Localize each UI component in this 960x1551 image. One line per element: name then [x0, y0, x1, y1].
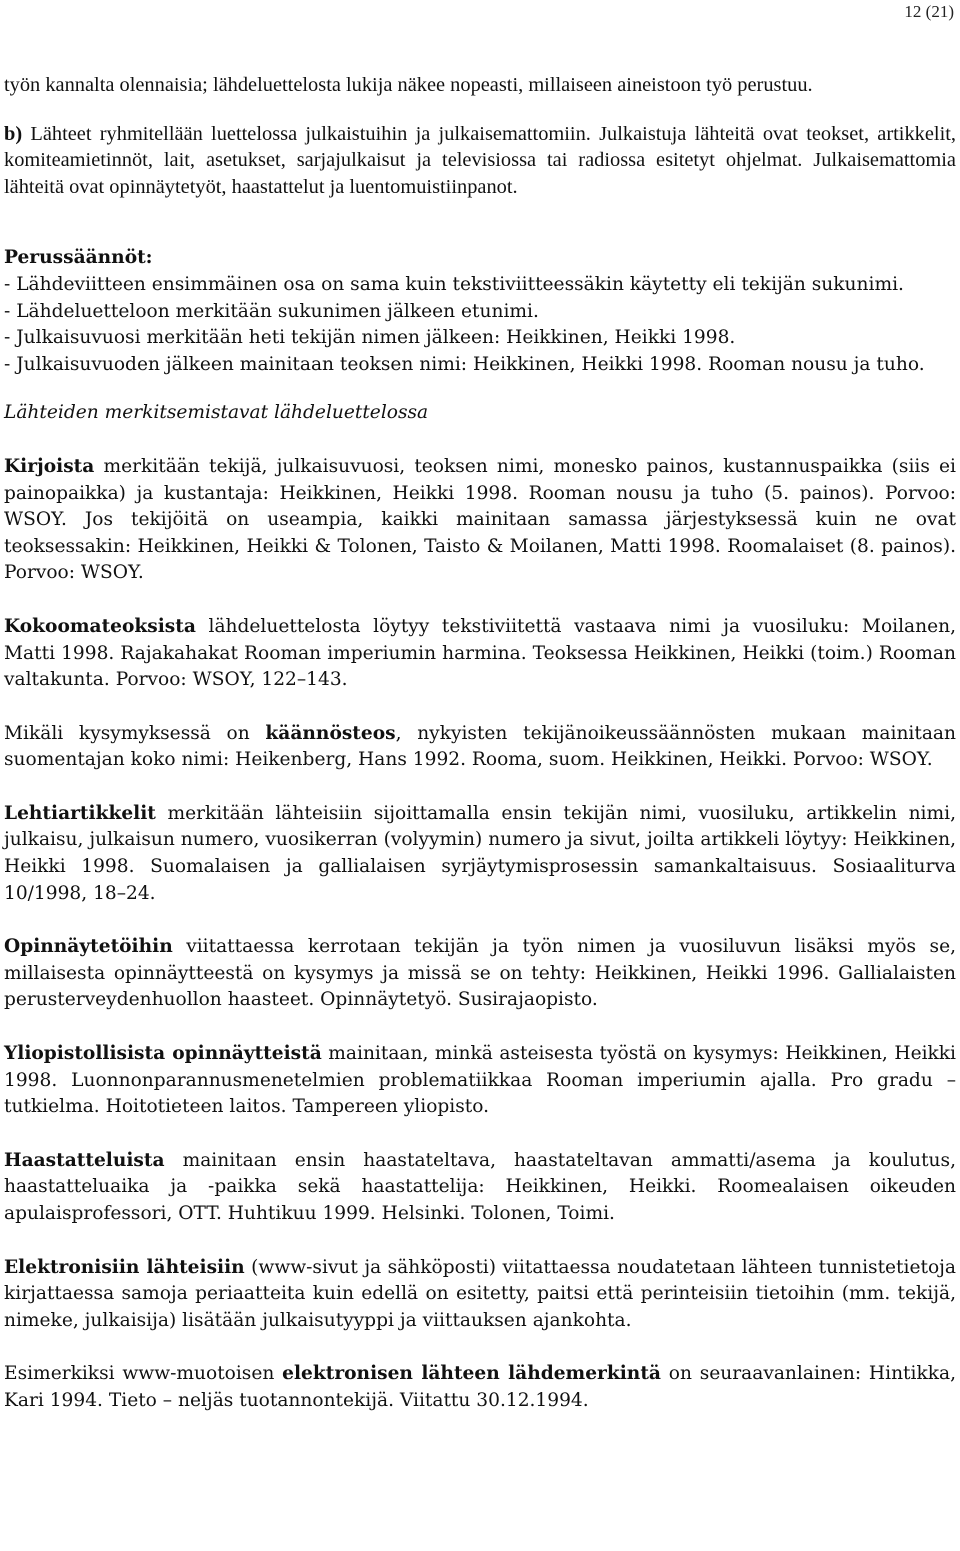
university-theses-term: Yliopistollisista opinnäytteistä: [4, 1043, 322, 1065]
rule-item: - Julkaisuvuosi merkitään heti tekijän nimen jälkeen: Heikkinen, Heikki 1998.: [4, 327, 736, 349]
books-paragraph: Kirjoista merkitään tekijä, julkaisuvuosi, teoksen nimi, monesko painos, kustannuspaikka (siis ei painopaikka) ja kustantaja: Heikkinen, Heikki 1998. Rooman nousu ja tuho (5. painos). Porvoo: WSOY. Jos tekijöitä on useampia, kaikki mainitaan samassa järjestyksessä kuin ne ovat teoksessakin: Heikkinen, Heikki & Tolonen, Taisto & Moilanen, Matti 1998. Roomalaiset (8. painos). Porvoo: WSOY.: [4, 455, 956, 584]
books-term: Kirjoista: [4, 455, 95, 477]
articles-paragraph: Lehtiartikkelit merkitään lähteisiin sijoittamalla ensin tekijän nimi, vuosiluku, artikkelin nimi, julkaisu, julkaisun numero, vuosikerran (volyymin) numero ja sivut, joilta artikkeli löytyy: Heikkinen, Heikki 1998. Suomalaisen ja gallialaisen syrjäytymisprosessin samankaltaisuus. Sosiaaliturva 10/1998, 18–24.: [4, 802, 956, 904]
anthologies-term: Kokoomateoksista: [4, 615, 196, 637]
example-paragraph: Esimerkiksi www-muotoisen elektronisen lähteen lähdemerkintä on seuraavanlainen: Hintikka, Kari 1994. Tieto – neljäs tuotannontekijä. Viitattu 30.12.1994.: [4, 1363, 957, 1411]
interviews-paragraph: Haastatteluista mainitaan ensin haastateltava, haastateltavan ammatti/asema ja koulutus, haastatteluaika ja -paikka sekä haastattelija: Heikkinen, Heikki. Roomealaisen oikeuden apulaisprofessori, OTT. Huhtikuu 1999. Helsinki. Tolonen, Toimi.: [4, 1149, 956, 1224]
rule-item: - Lähdeluetteloon merkitään sukunimen jälkeen etunimi.: [4, 300, 539, 322]
translations-paragraph: Mikäli kysymyksessä on käännösteos, nykyisten tekijänoikeussäännösten mukaan mainitaan suomentajan koko nimi: Heikenberg, Hans 1992. Rooma, suom. Heikkinen, Heikki. Porvoo: WSOY.: [4, 722, 956, 771]
electronic-sources-term: Elektronisiin lähteisiin: [4, 1256, 245, 1278]
unpublished-sources-text: Julkaisemattomia lähteitä ovat opinnäytetyöt, haastattelut ja luentomuistiinpanot.: [4, 149, 956, 198]
articles-term: Lehtiartikkelit: [4, 802, 156, 824]
document-body: [4, 72, 956, 1415]
theses-term: Opinnäytetöihin: [4, 936, 173, 958]
translations-term: käännösteos: [265, 722, 396, 744]
sources-grouping-text: Lähteet ryhmitellään luettelossa julkaistuihin ja julkaisemattomiin. Julkaistuja lähteitä ovat teokset, artikkelit, komiteamietinnöt, lait, asetukset, sarjajulkaisut ja televisiossa tai radiossa esitetyt ohjelmat.: [4, 122, 956, 172]
university-theses-paragraph: Yliopistollisista opinnäytteistä mainitaan, minkä asteisesta työstä on kysymys: Heikkinen, Heikki 1998. Luonnonparannusmenetelmien problematiikkaa Rooman imperiumin ajalla. Pro gradu –tutkielma. Hoitotieteen laitos. Tampereen yliopisto.: [4, 1043, 956, 1118]
rule-item: - Lähdeviitteen ensimmäinen osa on sama kuin tekstiviitteessäkin käytetty eli tekijän sukunimi.: [4, 273, 904, 295]
intro-paragraph: työn kannalta olennaisia; lähdeluettelosta lukija näkee nopeasti, millaiseen aineistoon työ perustuu.: [4, 74, 813, 96]
electronic-sources-paragraph: Elektronisiin lähteisiin (www-sivut ja sähköposti) viitattaessa noudatetaan lähteen tunnistetietoja kirjattaessa samoja periaatteita kuin edellä on esitetty, paitsi että perinteisiin tietoihin (mm. tekijä, nimeke, julkaisija) lisätään julkaisutyyppi ja viittauksen ajankohta.: [4, 1256, 956, 1331]
interviews-term: Haastatteluista: [4, 1149, 165, 1171]
rule-item: - Julkaisuvuoden jälkeen mainitaan teoksen nimi: Heikkinen, Heikki 1998. Rooman nousu ja tuho.: [4, 353, 925, 375]
sources-grouping-paragraph: [4, 121, 956, 201]
page-number: 12 (21): [904, 2, 954, 21]
anthologies-paragraph: Kokoomateoksista lähdeluettelosta löytyy tekstiviitettä vastaava nimi ja vuosiluku: Moilanen, Matti 1998. Rajakahakat Rooman imperiumin harmina. Teoksessa Heikkinen, Heikki (toim.) Rooman valtakunta. Porvoo: WSOY, 122–143.: [4, 615, 956, 691]
example-term: elektronisen lähteen lähdemerkintä: [282, 1363, 661, 1385]
theses-paragraph: Opinnäytetöihin viitattaessa kerrotaan tekijän ja työn nimen ja vuosiluvun lisäksi myös se, millaisesta opinnäytteestä on kysymys ja missä se on tehty: Heikkinen, Heikki 1996. Gallialaisten perusterveydenhuollon haasteet. Opinnäytetyö. Susirajaopisto.: [4, 936, 956, 1011]
section-subheading: Lähteiden merkitsemistavat lähdeluettelossa: [4, 402, 429, 424]
rules-heading: Perussäännöt:: [4, 247, 153, 269]
item-b-label: b): [4, 122, 23, 145]
